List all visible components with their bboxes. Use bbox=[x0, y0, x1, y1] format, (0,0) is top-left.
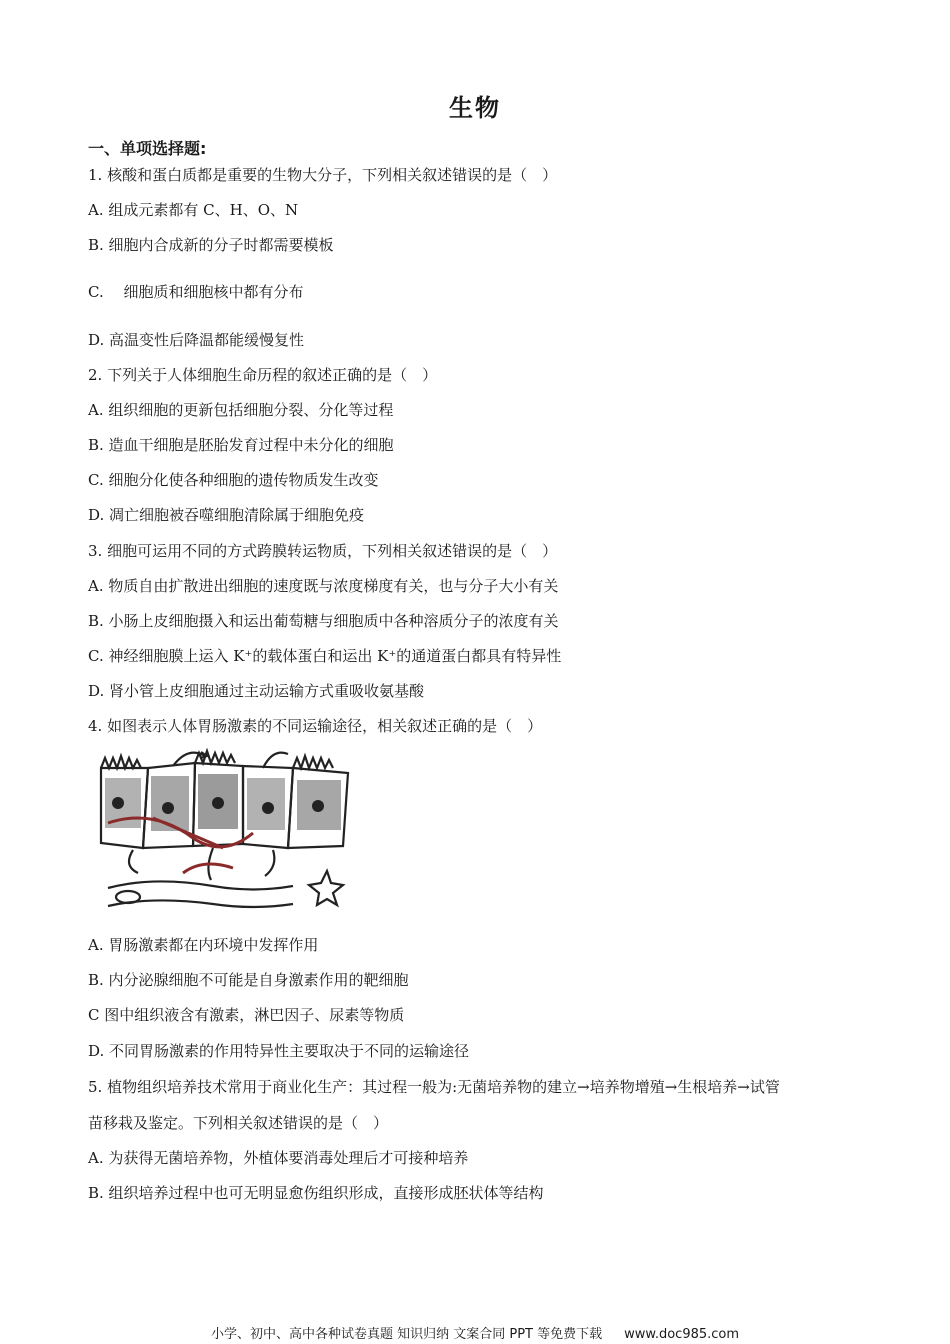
page-title: 生物 bbox=[449, 94, 501, 122]
footer-link[interactable]: www.doc985.com bbox=[624, 1327, 740, 1342]
question-3-option-c: C. 神经细胞膜上运入 K⁺的载体蛋白和运出 K⁺的通道蛋白都具有特异性 bbox=[88, 647, 562, 665]
question-1-stem: 1. 核酸和蛋白质都是重要的生物大分子，下列相关叙述错误的是（ ） bbox=[88, 166, 558, 184]
page-footer bbox=[0, 1323, 950, 1342]
question-3-option-b: B. 小肠上皮细胞摄入和运出葡萄糖与细胞质中各种溶质分子的浓度有关 bbox=[88, 612, 559, 630]
footer-text: 小学、初中、高中各种试卷真题 知识归纳 文案合同 PPT 等免费下载 bbox=[210, 1327, 603, 1342]
question-4-stem: 4. 如图表示人体胃肠激素的不同运输途径，相关叙述正确的是（ ） bbox=[88, 717, 543, 735]
question-1-option-b: B. 细胞内合成新的分子时都需要模板 bbox=[88, 236, 334, 254]
question-3-stem: 3. 细胞可运用不同的方式跨膜转运物质，下列相关叙述错误的是（ ） bbox=[88, 542, 558, 560]
question-4-option-d: D. 不同胃肠激素的作用特异性主要取决于不同的运输途径 bbox=[88, 1042, 470, 1060]
section-heading: 一、单项选择题: bbox=[88, 139, 207, 158]
question-2-option-b: B. 造血干细胞是胚胎发育过程中未分化的细胞 bbox=[88, 436, 394, 454]
question-2-option-d: D. 凋亡细胞被吞噬细胞清除属于细胞免疫 bbox=[88, 506, 365, 524]
question-4-option-c: C 图中组织液含有激素，淋巴因子、尿素等物质 bbox=[88, 1006, 405, 1024]
question-4-option-a: A. 胃肠激素都在内环境中发挥作用 bbox=[88, 936, 319, 954]
question-5-option-a: A. 为获得无菌培养物，外植体要消毒处理后才可接种培养 bbox=[88, 1149, 469, 1167]
question-5-stem-line-1: 5. 植物组织培养技术常用于商业化生产：其过程一般为:无菌培养物的建立→培养物增殖→生根培养→试管 bbox=[88, 1078, 780, 1096]
question-1-option-a: A. 组成元素都有 C、H、O、N bbox=[88, 201, 299, 219]
question-3-option-a: A. 物质自由扩散进出细胞的速度既与浓度梯度有关，也与分子大小有关 bbox=[88, 577, 559, 595]
question-5-stem-line-2: 苗移栽及鉴定。下列相关叙述错误的是（ ） bbox=[88, 1114, 389, 1132]
question-3-option-d: D. 肾小管上皮细胞通过主动运输方式重吸收氨基酸 bbox=[88, 682, 425, 700]
question-1-option-d: D. 高温变性后降温都能缓慢复性 bbox=[88, 331, 305, 349]
question-2-stem: 2. 下列关于人体细胞生命历程的叙述正确的是（ ） bbox=[88, 366, 438, 384]
question-5-option-b: B. 组织培养过程中也可无明显愈伤组织形成，直接形成胚状体等结构 bbox=[88, 1184, 544, 1202]
hormone-transport-figure bbox=[93, 748, 355, 914]
question-4-option-b: B. 内分泌腺细胞不可能是自身激素作用的靶细胞 bbox=[88, 971, 409, 989]
question-2-option-a: A. 组织细胞的更新包括细胞分裂、分化等过程 bbox=[88, 401, 394, 419]
question-2-option-c: C. 细胞分化使各种细胞的遗传物质发生改变 bbox=[88, 471, 379, 489]
question-1-option-c: C. 细胞质和细胞核中都有分布 bbox=[88, 283, 304, 301]
